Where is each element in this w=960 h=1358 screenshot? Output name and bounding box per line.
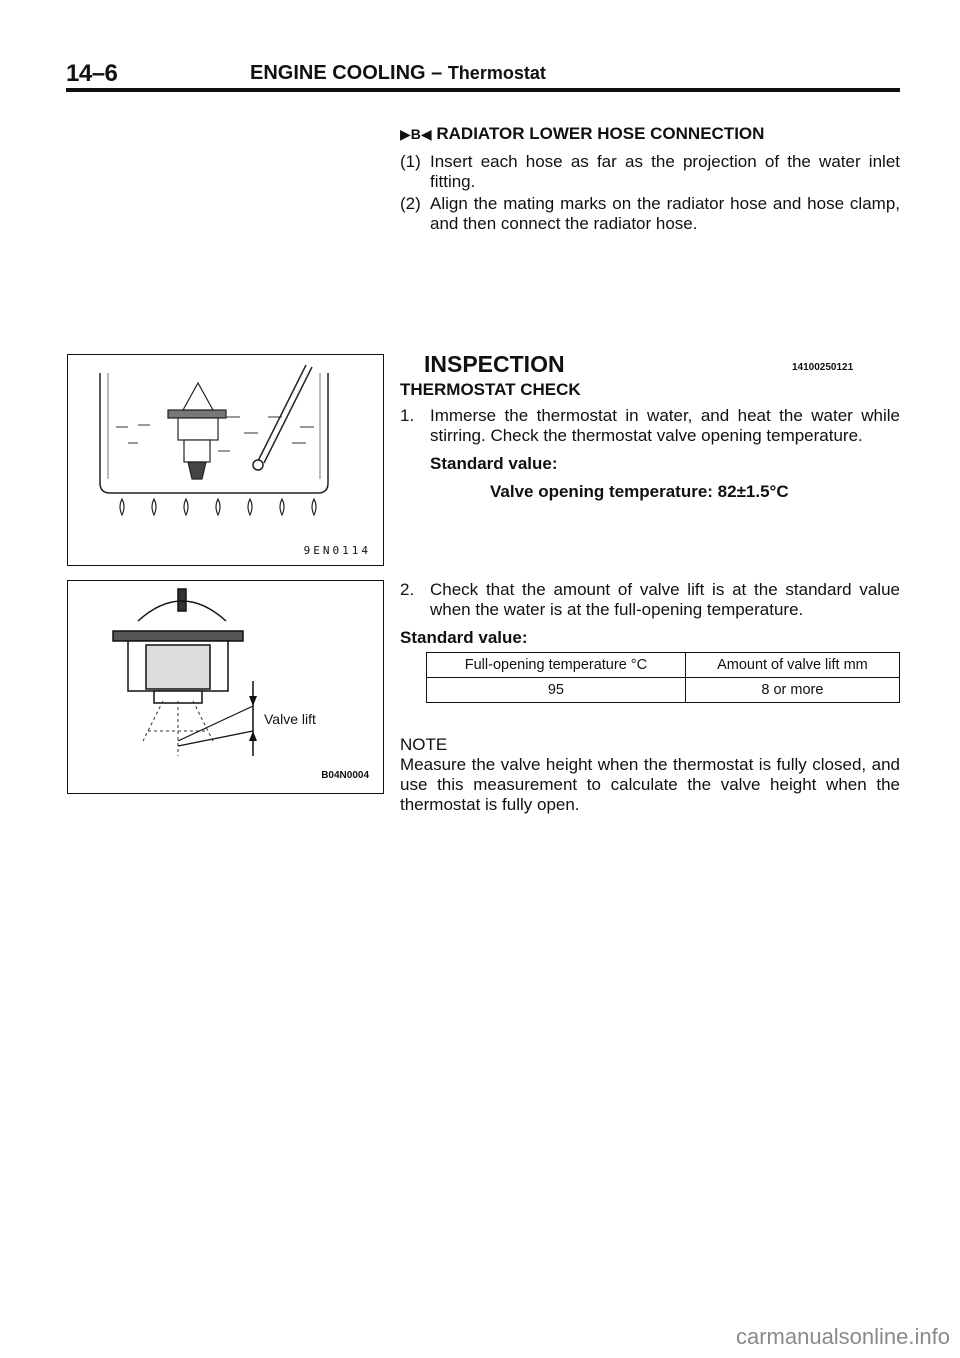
footer-watermark: carmanualsonline.info [735, 1324, 950, 1349]
step-number: 2. [400, 580, 415, 599]
step-2 [400, 580, 900, 620]
standard-value-label: Standard value: [430, 454, 558, 473]
table-cell: 95 [427, 678, 686, 703]
figure-valve-lift [67, 580, 384, 794]
valve-lift-section [400, 580, 900, 648]
table-row [427, 678, 900, 703]
page-header [66, 60, 900, 90]
item-number: (1) [400, 152, 421, 171]
header-rule [66, 88, 900, 92]
standard-value-label: Standard value: [400, 628, 528, 647]
table-header-row [427, 653, 900, 678]
item-text: Insert each hose as far as the projection of the water inlet fitting. [430, 152, 900, 191]
thermostat-check-heading: THERMOSTAT CHECK [400, 380, 581, 399]
item-text: Align the mating marks on the radiator hose and hose clamp, and then connect the radiator hose. [430, 194, 900, 233]
valve-lift-label: Valve lift [264, 711, 316, 727]
spec-table [426, 652, 900, 703]
standard-value: Valve opening temperature: 82±1.5°C [490, 482, 789, 501]
note-block [400, 735, 900, 815]
section-title-text: RADIATOR LOWER HOSE CONNECTION [431, 124, 765, 143]
list-item [400, 152, 900, 192]
header-title [250, 62, 546, 85]
header-title-main: ENGINE COOLING – [250, 62, 448, 84]
table-header-cell: Amount of valve lift mm [685, 653, 899, 678]
section-radiator-hose [400, 124, 900, 236]
section-title [400, 124, 900, 144]
thermostat-in-water-illustration [68, 355, 383, 565]
table-header-cell: Full-opening temperature °C [427, 653, 686, 678]
figure-heating-test [67, 354, 384, 566]
header-subtitle: Thermostat [447, 63, 546, 83]
figure-code: B04N0004 [321, 770, 369, 781]
section-marker: ▶B◀ [400, 126, 432, 142]
step-text: Check that the amount of valve lift is at the standard value when the water is at the full-opening temperature. [430, 580, 900, 619]
thermostat-valve-lift-illustration [68, 581, 383, 793]
step-text: Immerse the thermostat in water, and heat the water while stirring. Check the thermostat valve opening temperature. [430, 406, 900, 445]
table-cell: 8 or more [685, 678, 899, 703]
inspection-code: 14100250121 [792, 362, 854, 373]
thermostat-check-section [400, 380, 900, 502]
note-text: Measure the valve height when the thermostat is fully closed, and use this measurement to calculate the valve height when the thermostat is fully open. [400, 755, 900, 814]
note-label: NOTE [400, 735, 448, 754]
inspection-heading: INSPECTION [424, 351, 565, 377]
step-1 [400, 406, 900, 446]
page-number: 14–6 [66, 60, 118, 87]
step-number: 1. [400, 406, 415, 425]
item-number: (2) [400, 194, 421, 213]
list-item [400, 194, 900, 234]
figure-code: 9EN0114 [303, 544, 371, 557]
